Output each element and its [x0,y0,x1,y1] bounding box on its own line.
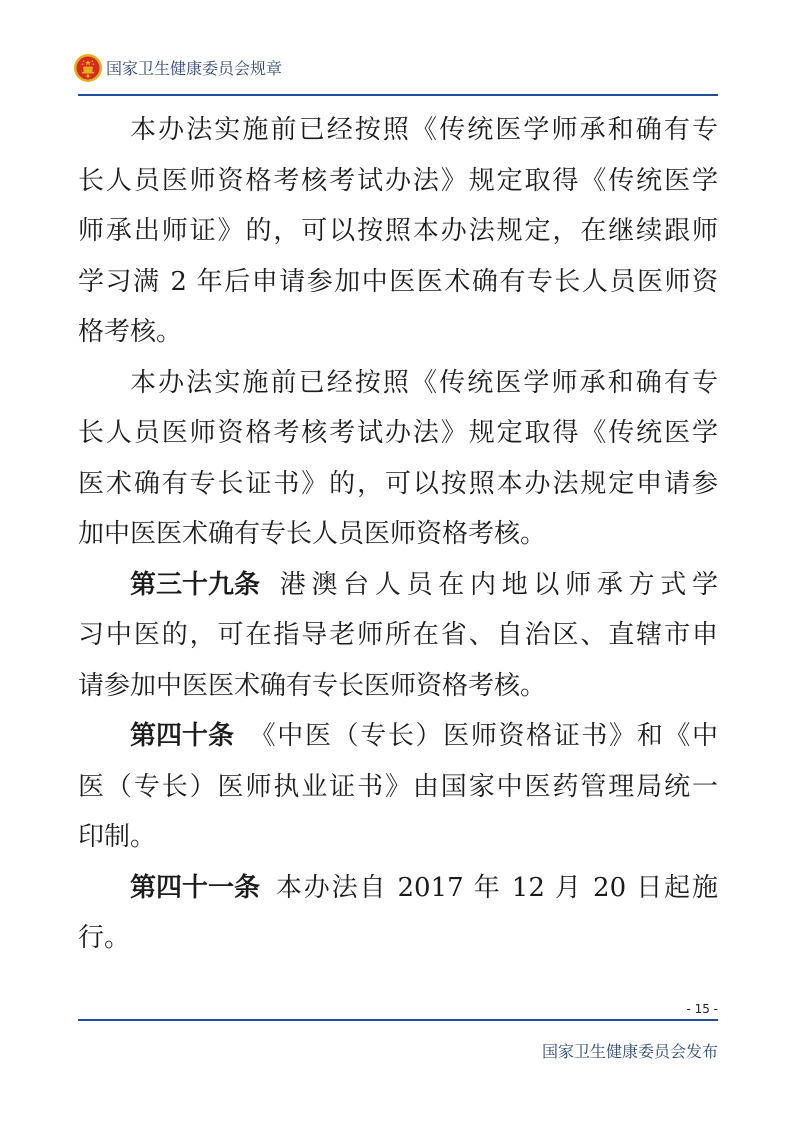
article-heading: 第四十一条 [130,872,261,903]
body-line: 本办法实施前已经按照《传统医学师承和确有专 [130,367,718,398]
body-line: 医（专长）医师执业证书》由国家中医药管理局统一 [78,771,718,802]
body-line: 行。 [78,923,131,953]
body-line [78,863,718,914]
body-line: 请参加中医医术确有专长医师资格考核。 [78,670,547,701]
body-line: 长人员医师资格考核考试办法》规定取得《传统医学 [78,165,718,196]
article-text: 《中医（专长）医师资格证书》和《中 [248,721,718,751]
footer-publisher: 国家卫生健康委员会发布 [541,1042,718,1061]
national-emblem-graphic [74,54,102,82]
header-title: 国家卫生健康委员会规章 [106,59,283,78]
body-line: 医术确有专长证书》的，可以按照本办法规定申请参 [78,468,718,499]
article-41 [78,863,718,964]
body-line: 本办法实施前已经按照《传统医学师承和确有专 [130,115,718,145]
body-line: 格考核。 [78,317,183,347]
header-divider [78,94,718,96]
body-line: 长人员医师资格考核考试办法》规定取得《传统医学 [78,418,718,448]
paragraph [78,358,718,560]
article-heading: 第四十条 [130,721,235,751]
national-emblem-icon [74,54,102,82]
footer-divider [78,1019,718,1021]
article-text: 本办法自 2017 年 12 月 20 日起施 [274,872,718,903]
body-line: 学习满 2 年后申请参加中医医术确有专长人员医师资 [78,266,718,297]
article-39 [78,560,718,712]
article-text: 港澳台人员在内地以师承方式学 [274,569,718,600]
body-line: 师承出师证》的，可以按照本办法规定，在继续跟师 [78,216,718,246]
page-number: - 15 - [686,1002,718,1016]
body-line: 印制。 [78,822,157,852]
paragraph [78,105,718,358]
document-body [78,105,718,964]
article-heading: 第三十九条 [130,569,261,600]
body-line: 加中医医术确有专长人员医师资格考核。 [78,519,547,549]
article-40 [78,711,718,863]
body-line [78,711,718,762]
body-line: 习中医的，可在指导老师所在省、自治区、直辖市申 [78,620,718,650]
body-line [78,560,718,611]
